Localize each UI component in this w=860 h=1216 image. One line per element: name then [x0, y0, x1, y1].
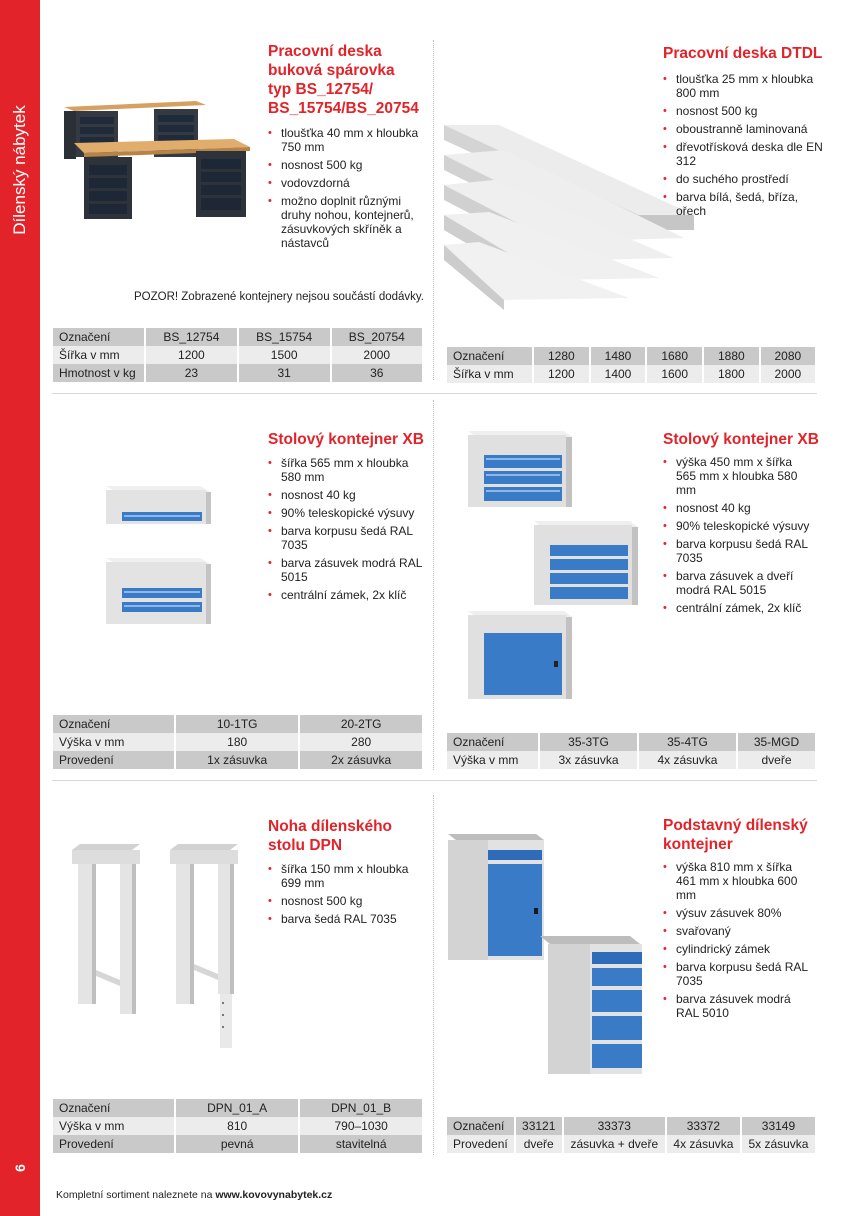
table-cell: Označení — [53, 328, 145, 346]
table-row — [53, 1117, 422, 1135]
table-cell: stavitelná — [299, 1135, 422, 1153]
title-line: BS_15754/BS_20754 — [268, 100, 419, 117]
column-divider — [433, 795, 434, 1155]
table-cell: Označení — [447, 1117, 515, 1135]
table-cell: DPN_01_B — [299, 1099, 422, 1117]
table-cell: DPN_01_A — [175, 1099, 299, 1117]
spec-item: • nosnost 40 kg — [268, 488, 428, 502]
spec-item: • tloušťka 25 mm x hloubka 800 mm — [663, 72, 823, 100]
spec-list-dpn — [268, 862, 428, 930]
table-row — [53, 328, 422, 346]
table-cell: 1280 — [533, 347, 590, 365]
table-row — [447, 347, 815, 365]
spec-item: • centrální zámek, 2x klíč — [663, 601, 813, 615]
table-cell: 4x zásuvka — [666, 1135, 741, 1153]
title-line: Stolový kontejner XB — [268, 431, 424, 448]
spec-list-xb2 — [663, 455, 813, 619]
column-divider — [433, 40, 434, 380]
table-cell: 33121 — [515, 1117, 563, 1135]
table-row — [447, 1135, 815, 1153]
table-cell: 1680 — [646, 347, 703, 365]
title-line: Noha dílenského — [268, 818, 393, 835]
table-cell: 2000 — [331, 346, 422, 364]
table-cell: Provedení — [53, 1135, 175, 1153]
spec-item: • barva korpusu šedá RAL 7035 — [663, 960, 813, 988]
spec-item: • oboustranně laminovaná — [663, 122, 823, 136]
spec-item: • nosnost 500 kg — [663, 104, 823, 118]
table-cell: 35-4TG — [638, 733, 737, 751]
table-cell: 1600 — [646, 365, 703, 383]
table-cell: Výška v mm — [53, 1117, 175, 1135]
table-cell: zásuvka + dveře — [563, 1135, 666, 1153]
spec-item: • dřevotřísková deska dle EN 312 — [663, 140, 823, 168]
spec-item: • výška 450 mm x šířka 565 mm x hloubka 580 mm — [663, 455, 813, 497]
spec-item: • výsuv zásuvek 80% — [663, 906, 813, 920]
title-line: Pracovní deska DTDL — [663, 45, 823, 62]
board-stack-image — [444, 120, 699, 310]
table-cell: 1480 — [590, 347, 647, 365]
table-cell: 180 — [175, 733, 299, 751]
table-cell: 31 — [238, 364, 331, 382]
spec-item: • barva šedá RAL 7035 — [268, 912, 428, 926]
table-cell: BS_20754 — [331, 328, 422, 346]
spec-item: • barva korpusu šedá RAL 7035 — [663, 537, 813, 565]
spec-table-dpn — [53, 1099, 422, 1153]
spec-item: • barva zásuvek modrá RAL 5015 — [268, 556, 428, 584]
table-cell: dveře — [737, 751, 815, 769]
title-line: Pracovní deska — [268, 43, 382, 60]
table-row — [53, 346, 422, 364]
table-cell: 33372 — [666, 1117, 741, 1135]
note-text: POZOR! Zobrazené kontejnery nejsou součástí dodávky. — [134, 291, 424, 303]
spec-table-xb1 — [53, 715, 422, 769]
spec-table-xb2 — [447, 733, 815, 769]
spec-item: • barva bílá, šedá, bříza, ořech — [663, 190, 823, 218]
table-row — [447, 751, 815, 769]
table-cell: 1500 — [238, 346, 331, 364]
footer-text: Kompletní sortiment naleznete na — [56, 1189, 216, 1201]
table-cell: Výška v mm — [447, 751, 539, 769]
spec-item: • barva korpusu šedá RAL 7035 — [268, 524, 428, 552]
table-cell: pevná — [175, 1135, 299, 1153]
spec-item: • šířka 150 mm x hloubka 699 mm — [268, 862, 428, 890]
table-cell: Hmotnost v kg — [53, 364, 145, 382]
sidebar — [0, 0, 40, 1216]
table-cell: dveře — [515, 1135, 563, 1153]
spec-table-bs — [53, 328, 422, 382]
table-cell: 10-1TG — [175, 715, 299, 733]
table-cell: 2080 — [760, 347, 815, 365]
table-cell: 20-2TG — [299, 715, 422, 733]
table-cell: Označení — [53, 715, 175, 733]
table-cell: 1x zásuvka — [175, 751, 299, 769]
spec-item: • šířka 565 mm x hloubka 580 mm — [268, 456, 428, 484]
product-title-pod — [663, 816, 808, 854]
pedestal-containers-image — [440, 828, 655, 1080]
table-cell: 810 — [175, 1117, 299, 1135]
table-cell: 23 — [145, 364, 238, 382]
title-line: buková spárovka — [268, 62, 395, 79]
table-cell: 5x zásuvka — [741, 1135, 815, 1153]
product-title-bs — [268, 42, 419, 118]
spec-list-xb1 — [268, 456, 428, 606]
product-title-xb1 — [268, 430, 424, 449]
title-line: stolu DPN — [268, 837, 343, 854]
table-cell: 35-3TG — [539, 733, 638, 751]
website-link[interactable]: www.kovovynabytek.cz — [215, 1189, 333, 1201]
footer — [56, 1189, 332, 1201]
spec-item: • výška 810 mm x šířka 461 mm x hloubka 600 mm — [663, 860, 813, 902]
row-divider — [52, 393, 817, 394]
table-row — [447, 733, 815, 751]
drawer-containers-image — [100, 480, 215, 630]
spec-item: • tloušťka 40 mm x hloubka 750 mm — [268, 126, 428, 154]
page-number: 6 — [12, 1164, 28, 1172]
spec-item: • nosnost 500 kg — [268, 894, 428, 908]
product-title-dtdl — [663, 44, 822, 63]
table-cell: 280 — [299, 733, 422, 751]
table-row — [53, 364, 422, 382]
table-row — [447, 1117, 815, 1135]
table-row — [53, 733, 422, 751]
spec-item: • svařovaný — [663, 924, 813, 938]
spec-item: • barva zásuvek a dveří modrá RAL 5015 — [663, 569, 813, 597]
spec-list-pod — [663, 860, 813, 1024]
table-row — [53, 1135, 422, 1153]
table-cell: 35-MGD — [737, 733, 815, 751]
product-title-dpn — [268, 817, 392, 855]
row-divider — [52, 780, 817, 781]
table-cell: Označení — [447, 347, 533, 365]
table-cell: 3x zásuvka — [539, 751, 638, 769]
sidebar-title: Dílenský nábytek — [10, 105, 29, 235]
table-cell: 1400 — [590, 365, 647, 383]
spec-list-dtdl — [663, 72, 823, 222]
product-title-xb2 — [663, 430, 819, 449]
table-legs-image — [70, 842, 250, 1052]
table-cell: Šířka v mm — [53, 346, 145, 364]
table-cell: Provedení — [53, 751, 175, 769]
table-cell: Výška v mm — [53, 733, 175, 751]
spec-item: • barva zásuvek modrá RAL 5010 — [663, 992, 813, 1020]
table-cell: 33373 — [563, 1117, 666, 1135]
table-cell: 2x zásuvka — [299, 751, 422, 769]
table-cell: 1200 — [145, 346, 238, 364]
spec-item: • cylindrický zámek — [663, 942, 813, 956]
workbench-image — [56, 95, 256, 225]
title-line: typ BS_12754/ — [268, 81, 374, 98]
table-cell: Šířka v mm — [447, 365, 533, 383]
table-cell: 33149 — [741, 1117, 815, 1135]
title-line: Podstavný dílenský — [663, 817, 808, 834]
table-cell: Označení — [447, 733, 539, 751]
table-cell: 36 — [331, 364, 422, 382]
table-cell: 2000 — [760, 365, 815, 383]
spec-list-bs — [268, 126, 428, 254]
table-row — [447, 365, 815, 383]
tall-containers-image — [464, 425, 644, 705]
table-cell: 1800 — [703, 365, 760, 383]
table-cell: Provedení — [447, 1135, 515, 1153]
spec-item: • do suchého prostředí — [663, 172, 823, 186]
column-divider — [433, 400, 434, 770]
table-cell: 4x zásuvka — [638, 751, 737, 769]
spec-item: • 90% teleskopické výsuvy — [268, 506, 428, 520]
spec-item: • nosnost 500 kg — [268, 158, 428, 172]
spec-item: • vodovzdorná — [268, 176, 428, 190]
table-row — [53, 1099, 422, 1117]
title-line: Stolový kontejner XB — [663, 431, 819, 448]
table-cell: BS_12754 — [145, 328, 238, 346]
table-cell: 790–1030 — [299, 1117, 422, 1135]
spec-item: • nosnost 40 kg — [663, 501, 813, 515]
table-cell: 1880 — [703, 347, 760, 365]
table-cell: 1200 — [533, 365, 590, 383]
table-row — [53, 751, 422, 769]
table-row — [53, 715, 422, 733]
table-cell: BS_15754 — [238, 328, 331, 346]
spec-item: • možno doplnit různými druhy nohou, kontejnerů, zásuvkových skříněk a nástavců — [268, 194, 428, 250]
spec-item: • 90% teleskopické výsuvy — [663, 519, 813, 533]
table-cell: Označení — [53, 1099, 175, 1117]
title-line: kontejner — [663, 836, 733, 853]
spec-table-dtdl — [447, 347, 815, 383]
spec-table-pod — [447, 1117, 815, 1153]
spec-item: • centrální zámek, 2x klíč — [268, 588, 428, 602]
